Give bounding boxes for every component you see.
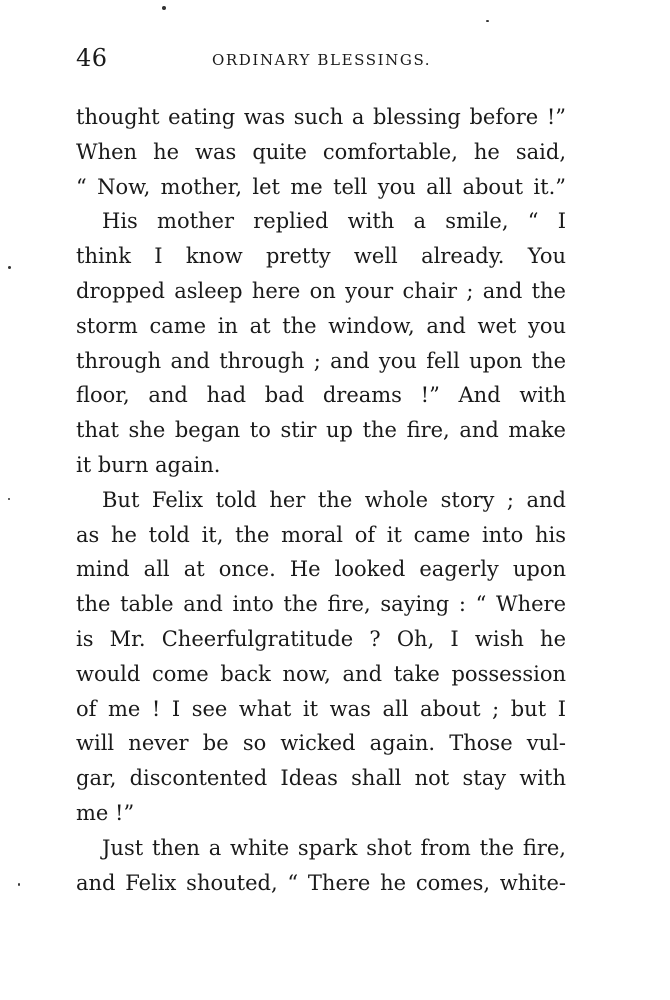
text-line: me !” [76,800,135,825]
text-line: is Mr. Cheerfulgratitude ? Oh, I wish he [76,626,566,651]
text-line: think I know pretty well already. You [76,244,566,269]
text-line: mind all at once. He looked eagerly upon [76,557,566,582]
text-line: as he told it, the moral of it came into his [76,522,566,547]
text-line: it burn again. [76,452,221,477]
ink-speck [8,266,11,269]
text-line: dropped asleep here on your chair ; and the [76,278,566,303]
text-line: Just then a white spark shot from the fire, [102,835,566,860]
ink-speck [162,6,166,10]
running-head: ORDINARY BLESSINGS. [212,51,432,69]
text-line: storm came in at the window, and wet you [76,313,566,338]
text-line: through and through ; and you fell upon the [76,348,566,373]
text-line: thought eating was such a blessing before !” [76,105,566,129]
text-line: and Felix shouted, “ There he comes, white- [76,870,566,895]
page-number: 46 [76,44,108,72]
text-line: But Felix told her the whole story ; and [102,487,566,512]
text-line: floor, and had bad dreams !” And with [76,383,566,408]
text-line: “ Now, mother, let me tell you all about it.” [76,174,566,199]
ink-speck [486,20,489,22]
text-line: will never be so wicked again. Those vul- [76,731,566,756]
text-line: His mother replied with a smile, “ I [102,209,566,234]
text-line: gar, discontented Ideas shall not stay with [76,766,566,791]
ink-speck [18,883,20,886]
text-line: the table and into the fire, saying : “ Where [76,592,566,617]
text-line: that she began to stir up the fire, and make [76,418,566,443]
text-line: would come back now, and take possession [76,661,566,686]
ink-speck [8,498,10,500]
body-text [76,100,566,900]
text-line: of me ! I see what it was all about ; but I [76,696,566,721]
text-line: When he was quite comfortable, he said, [76,139,566,164]
page-header [76,44,566,84]
